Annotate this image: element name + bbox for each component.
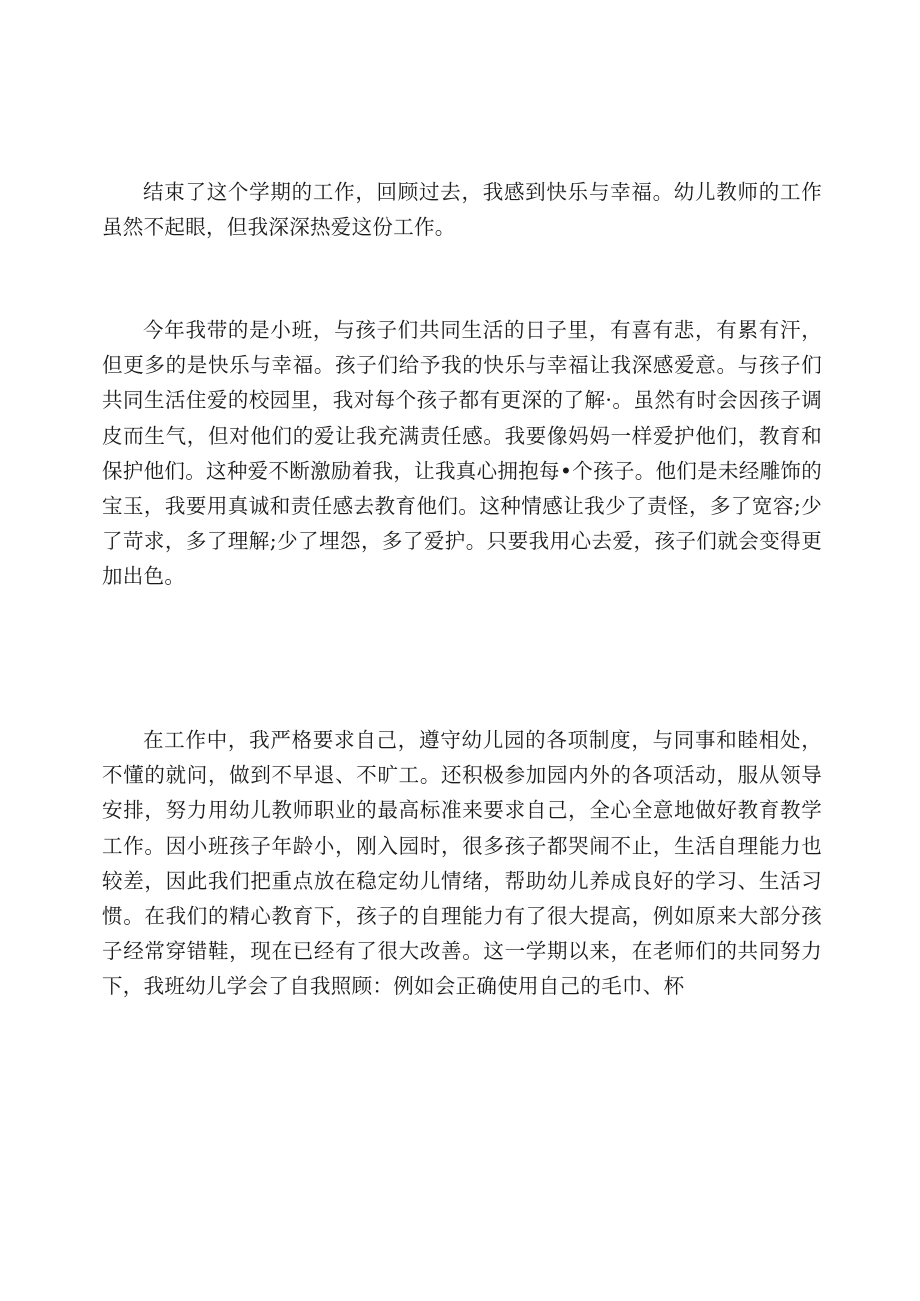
paragraph-reflection: 结束了这个学期的工作，回顾过去，我感到快乐与幸福。幼儿教师的工作虽然不起眼，但我深深热爱这份工作。 xyxy=(102,180,822,240)
paragraph-small-class: 今年我带的是小班，与孩子们共同生活的日子里，有喜有悲，有累有汗，但更多的是快乐与幸福。孩子们给予我的快乐与幸福让我深感爱意。与孩子们共同生活住爱的校园里，我对每个孩子都有更深的了解·。虽然有时会因孩子调皮而生气，但对他们的爱让我充满责任感。我要像妈妈一样爱护他们，教育和保护他们。这种爱不断激励着我，让我真心拥抱每•个孩子。他们是未经雕饰的宝玉，我要用真诚和责任感去教育他们。这种情感让我少了责怪，多了宽容;少了苛求，多了理解;少了埋怨，多了爱护。只要我用心去爱，孩子们就会变得更加出色。 xyxy=(102,318,822,589)
paragraph-work-conduct: 在工作中，我严格要求自己，遵守幼儿园的各项制度，与同事和睦相处，不懂的就问，做到不早退、不旷工。还积极参加园内外的各项活动，服从领导安排，努力用幼儿教师职业的最高标准来要求自己，全心全意地做好教育教学工作。因小班孩子年龄小，刚入园时，很多孩子都哭闹不止，生活自理能力也较差，因此我们把重点放在稳定幼儿情绪，帮助幼儿养成良好的学习、生活习惯。在我们的精心教育下，孩子的自理能力有了很大提高，例如原来大部分孩子经常穿错鞋，现在已经有了很大改善。这一学期以来，在老师们的共同努力下，我班幼儿学会了自我照顾：例如会正确使用自己的毛巾、杯 xyxy=(102,728,822,999)
